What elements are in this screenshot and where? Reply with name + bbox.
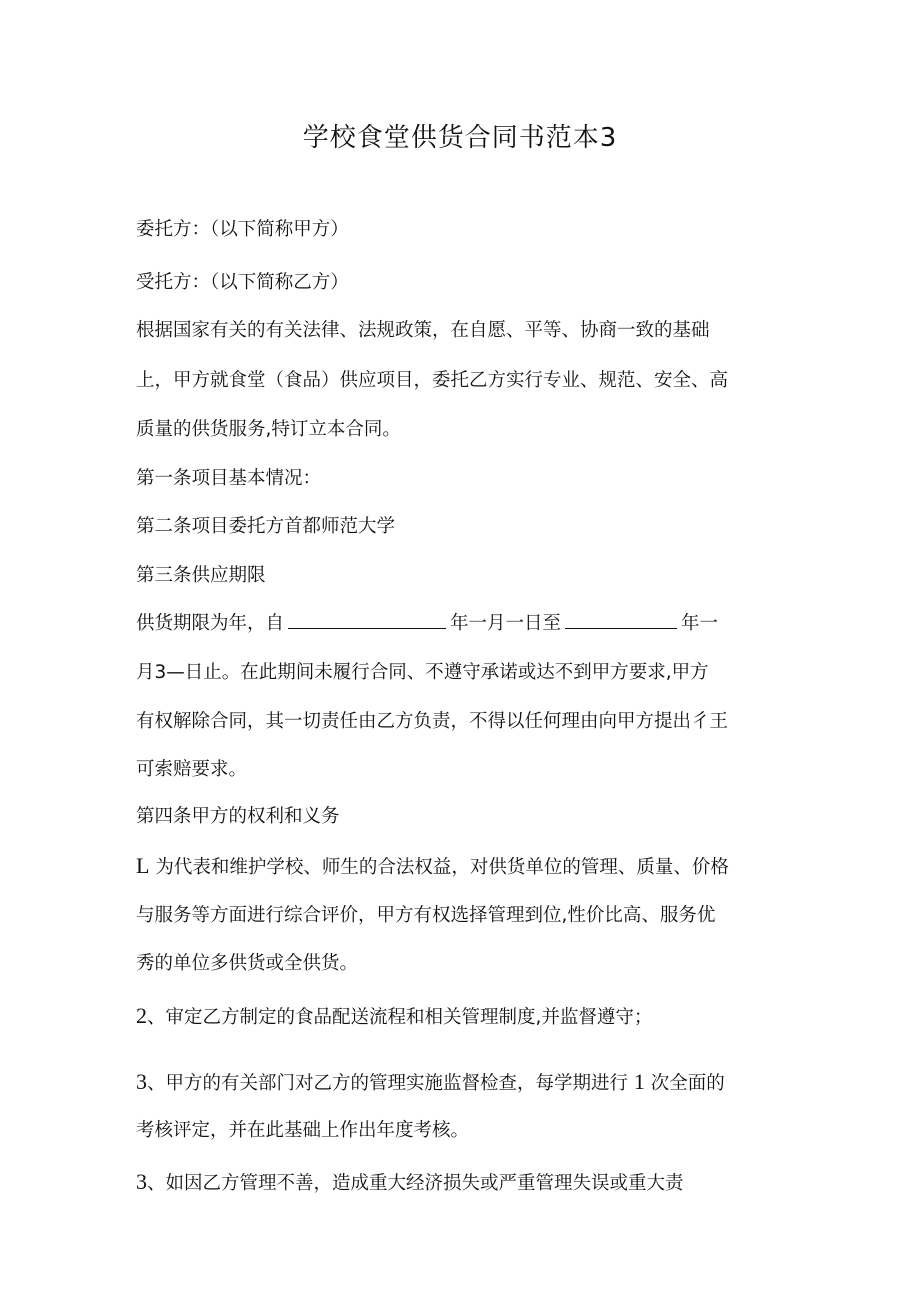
- item-1-number: L: [136, 853, 150, 878]
- item-1-line-2: 与服务等方面进行综合评价，甲方有权选择管理到位,性价比高、服务优: [136, 905, 716, 926]
- item-3-count: 1: [633, 1069, 645, 1094]
- item-1-line-3: 秀的单位多供货或全供货。: [136, 953, 359, 974]
- term-line: [136, 610, 786, 638]
- item-4-line: [136, 1168, 786, 1198]
- article-4-heading: 第四条甲方的权利和义务: [136, 806, 340, 827]
- item-2-number: 2: [136, 1003, 147, 1028]
- item-3-text-b: 次全面的: [650, 1073, 725, 1094]
- article-2-heading: 第二条项目委托方首都师范大学: [136, 516, 396, 537]
- article-1-heading: 第一条项目基本情况：: [136, 468, 322, 489]
- term-detail-line-2: 有权解除合同，其一切责任由乙方负责，不得以任何理由向甲方提出彳王: [136, 711, 729, 732]
- item-1-text: 为代表和维护学校、师生的合法权益，对供货单位的管理、质量、价格: [155, 857, 729, 878]
- item-2-text: 、审定乙方制定的食品配送流程和相关管理制度,并监督遵守；: [147, 1007, 653, 1028]
- article-3-heading: 第三条供应期限: [136, 565, 266, 586]
- item-2-line: [136, 1002, 786, 1032]
- term-text-3: 年一: [681, 613, 719, 634]
- term-detail-line-1: 月3—日止。在此期间未履行合同、不遵守承诺或达不到甲方要求,甲方: [136, 662, 709, 683]
- item-3-line: [136, 1068, 786, 1098]
- end-year-blank: [565, 610, 677, 629]
- item-1-line: [136, 852, 786, 882]
- item-3-number: 3: [136, 1069, 147, 1094]
- document-title: 学校食堂供货合同书范本3: [302, 123, 618, 153]
- term-text-1: 供货期限为年，自: [136, 613, 285, 634]
- principal-line: 委托方：（以下简称甲方）: [136, 219, 349, 240]
- preamble-line-2: 上，甲方就食堂（食品）供应项目，委托乙方实行专业、规范、安全、高: [136, 370, 729, 391]
- item-4-text: 、如因乙方管理不善，造成重大经济损失或严重管理失误或重大责: [147, 1173, 684, 1194]
- agent-line: 受托方：（以下简称乙方）: [136, 272, 349, 293]
- preamble-line-3: 质量的供货服务,特订立本合同。: [136, 419, 401, 440]
- start-year-blank: [288, 610, 446, 629]
- item-3-line-2: 考核评定，并在此基础上作出年度考核。: [136, 1120, 470, 1141]
- item-4-number: 3: [136, 1169, 147, 1194]
- item-3-text-a: 、甲方的有关部门对乙方的管理实施监督检查，每学期进行: [147, 1073, 629, 1094]
- term-detail-line-3: 可索赔要求。: [136, 759, 248, 780]
- term-text-2: 年一月一日至: [450, 613, 562, 634]
- preamble-line-1: 根据国家有关的有关法律、法规政策，在自愿、平等、协商一致的基础: [136, 320, 710, 341]
